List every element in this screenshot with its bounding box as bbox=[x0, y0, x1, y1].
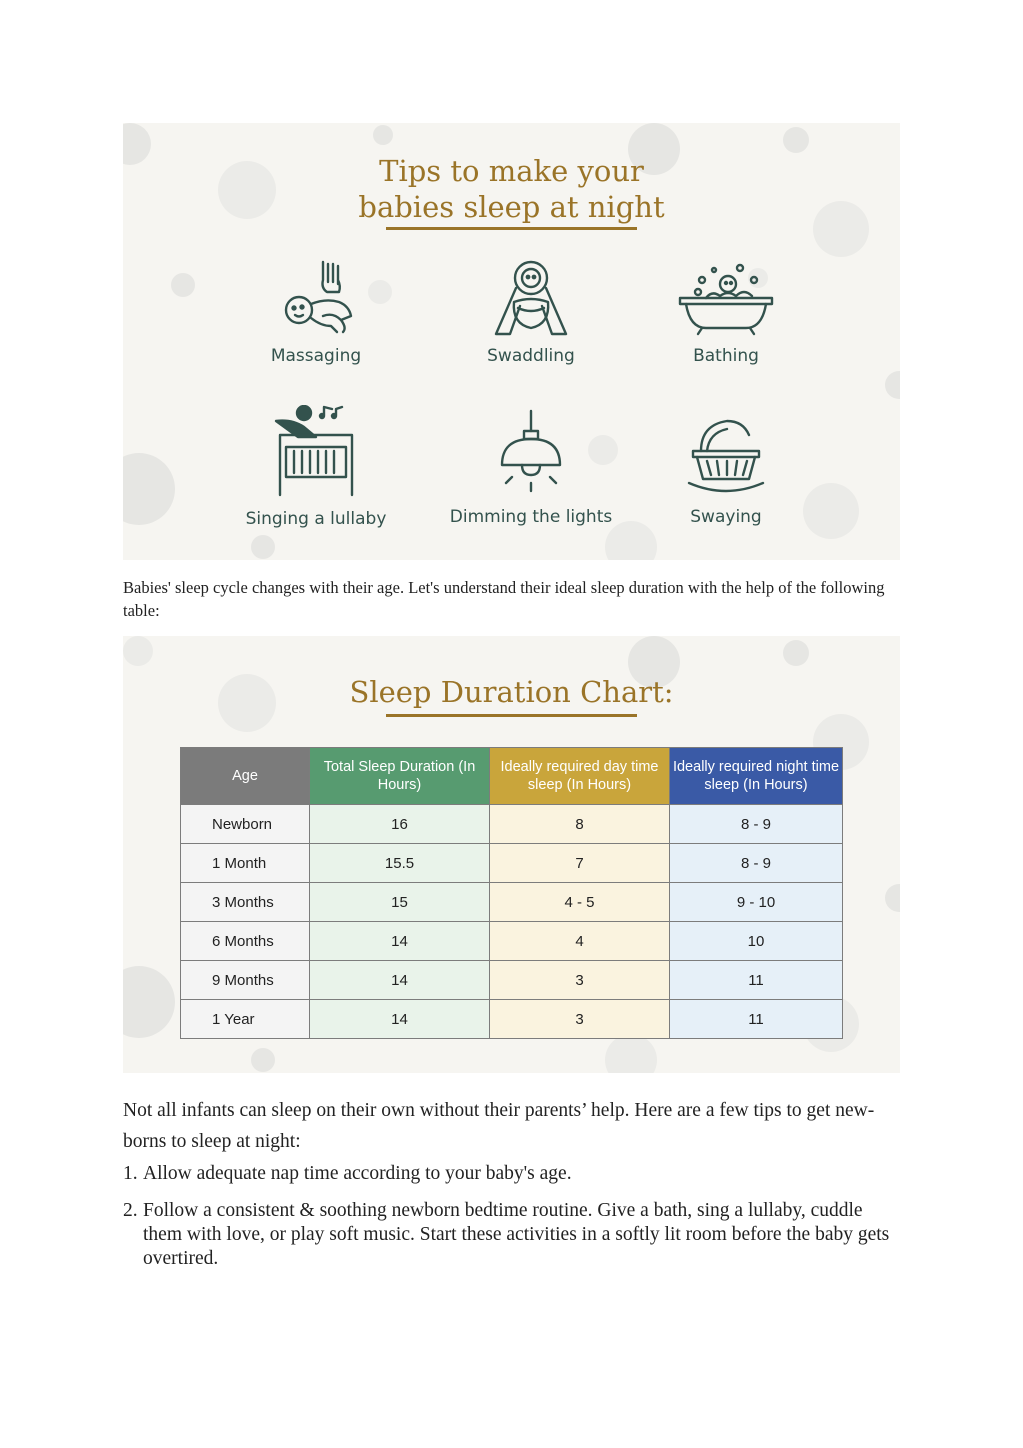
list-item-text: Follow a consistent & soothing newborn bedtime routine. Give a bath, sing a lullaby, cuddle them with love, or play soft music. Start these activities in a softly lit room before the baby gets overtired. bbox=[143, 1200, 890, 1269]
tip-label: Bathing bbox=[693, 346, 759, 366]
tip-swaddling bbox=[431, 258, 631, 366]
tip-bathing bbox=[626, 258, 826, 366]
tip-dimming-lights bbox=[431, 409, 631, 527]
list-item bbox=[123, 1199, 893, 1271]
tips-title-line1: Tips to make your bbox=[379, 154, 644, 188]
cradle-icon bbox=[681, 409, 771, 499]
decor-dot bbox=[373, 125, 393, 145]
cell-age: 9 Months bbox=[181, 961, 310, 1000]
cell-total: 15 bbox=[310, 883, 490, 922]
cell-night: 8 - 9 bbox=[670, 805, 843, 844]
cell-night: 10 bbox=[670, 922, 843, 961]
list-item bbox=[123, 1162, 893, 1186]
table-row bbox=[181, 883, 843, 922]
header-night-sleep: Ideally required night time sleep (In Hours) bbox=[670, 748, 843, 805]
tip-swaying bbox=[626, 409, 826, 527]
tip-label: Massaging bbox=[270, 346, 362, 366]
cell-total: 14 bbox=[310, 1000, 490, 1039]
cell-age: 6 Months bbox=[181, 922, 310, 961]
main-paragraph: Not all infants can sleep on their own without their parents’ help. Here are a few tips to get new-borns to sleep at night: bbox=[123, 1100, 875, 1152]
decor-dot bbox=[605, 1034, 657, 1073]
tip-singing-lullaby bbox=[216, 405, 416, 529]
cell-day: 4 - 5 bbox=[490, 883, 670, 922]
tip-massaging bbox=[216, 258, 416, 366]
cell-age: 1 Month bbox=[181, 844, 310, 883]
tip-label: Singing a lullaby bbox=[245, 509, 387, 529]
tips-list bbox=[123, 1162, 893, 1284]
tip-label: Swaying bbox=[690, 507, 762, 527]
intro-paragraph: Babies' sleep cycle changes with their age. Let's understand their ideal sleep duration with the help of the following table: bbox=[123, 578, 885, 620]
sleep-duration-table bbox=[180, 747, 843, 1039]
swaddle-icon bbox=[486, 258, 576, 338]
massage-icon bbox=[271, 258, 361, 338]
decor-dot bbox=[171, 273, 195, 297]
decor-dot bbox=[783, 127, 809, 153]
tip-label: Swaddling bbox=[487, 346, 575, 366]
decor-dot bbox=[885, 884, 900, 912]
cell-day: 8 bbox=[490, 805, 670, 844]
sleep-duration-chart bbox=[123, 636, 900, 1073]
table-row bbox=[181, 1000, 843, 1039]
tips-title bbox=[123, 153, 900, 225]
cell-age: 3 Months bbox=[181, 883, 310, 922]
cell-night: 9 - 10 bbox=[670, 883, 843, 922]
bathtub-icon bbox=[676, 258, 776, 338]
cell-day: 3 bbox=[490, 961, 670, 1000]
cell-night: 11 bbox=[670, 961, 843, 1000]
header-day-sleep: Ideally required day time sleep (In Hours) bbox=[490, 748, 670, 805]
cell-night: 11 bbox=[670, 1000, 843, 1039]
header-total-sleep: Total Sleep Duration (In Hours) bbox=[310, 748, 490, 805]
table-row bbox=[181, 844, 843, 883]
cell-night: 8 - 9 bbox=[670, 844, 843, 883]
cell-day: 4 bbox=[490, 922, 670, 961]
cell-total: 14 bbox=[310, 961, 490, 1000]
decor-dot bbox=[123, 453, 175, 525]
tips-infographic bbox=[123, 123, 900, 560]
cell-day: 7 bbox=[490, 844, 670, 883]
list-item-number: 2. bbox=[123, 1200, 138, 1221]
cell-total: 16 bbox=[310, 805, 490, 844]
table-row bbox=[181, 922, 843, 961]
decor-dot bbox=[123, 966, 175, 1038]
tip-label: Dimming the lights bbox=[449, 507, 613, 527]
decor-dot bbox=[885, 371, 900, 399]
table-header-row bbox=[181, 748, 843, 805]
title-underline bbox=[386, 227, 637, 230]
cell-age: 1 Year bbox=[181, 1000, 310, 1039]
title-underline bbox=[386, 714, 637, 717]
decor-dot bbox=[783, 640, 809, 666]
table-row bbox=[181, 961, 843, 1000]
pendant-lamp-icon bbox=[486, 409, 576, 499]
header-age: Age bbox=[181, 748, 310, 805]
list-item-text: Allow adequate nap time according to your baby's age. bbox=[143, 1163, 572, 1184]
cell-total: 14 bbox=[310, 922, 490, 961]
table-row bbox=[181, 805, 843, 844]
decor-dot bbox=[123, 636, 153, 666]
cell-total: 15.5 bbox=[310, 844, 490, 883]
chart-title: Sleep Duration Chart: bbox=[349, 675, 674, 709]
tips-title-line2: babies sleep at night bbox=[358, 190, 665, 224]
decor-dot bbox=[251, 1048, 275, 1072]
list-item-number: 1. bbox=[123, 1163, 138, 1184]
cell-day: 3 bbox=[490, 1000, 670, 1039]
cell-age: Newborn bbox=[181, 805, 310, 844]
lullaby-crib-icon bbox=[266, 405, 366, 501]
decor-dot bbox=[251, 535, 275, 559]
